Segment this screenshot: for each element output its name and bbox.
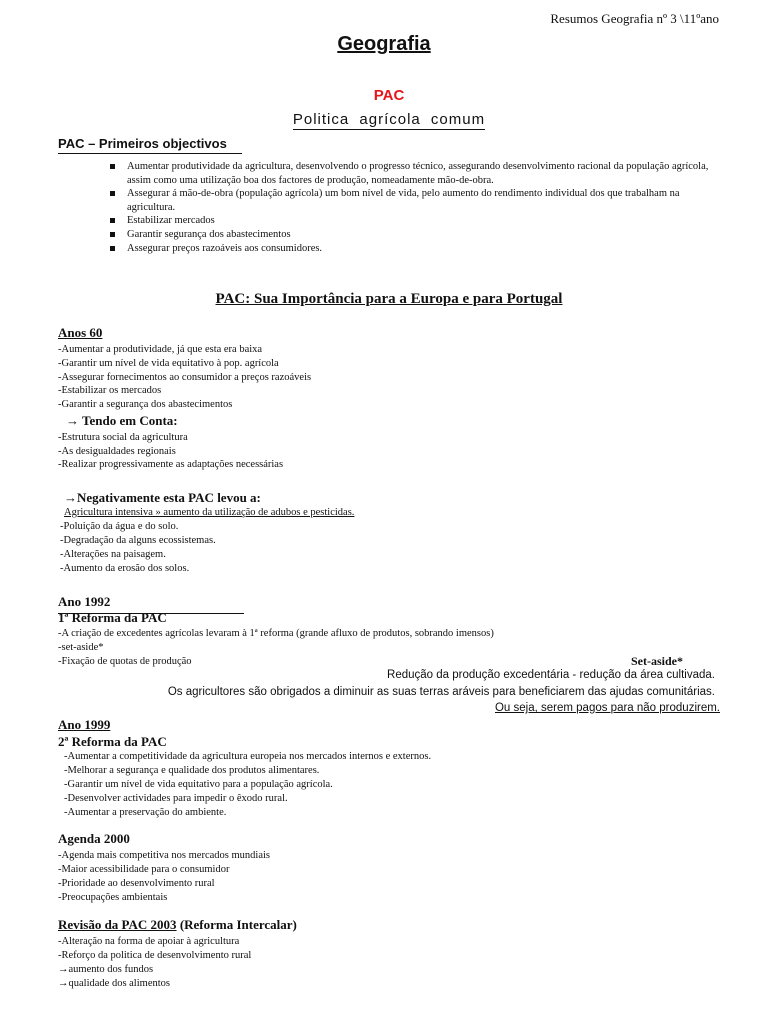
anos60-heading: Anos 60 (58, 325, 103, 340)
ano1999-heading: Ano 1999 (58, 717, 111, 732)
setaside-line: Os agricultores são obrigados a diminuir as suas terras aráveis para beneficiarem das ajudas comunitárias. (167, 686, 715, 698)
tendo-item: -Realizar progressivamente as adaptações necessárias (58, 459, 284, 470)
tendo-item: -Estrutura social da agricultura (58, 432, 188, 443)
arrow-right-icon: → (64, 490, 77, 505)
ano1999-item: -Desenvolver actividades para impedir o êxodo rural. (64, 793, 288, 804)
objectives-heading-rule (58, 153, 242, 154)
subtitle-text: Politica agrícola comum (292, 111, 486, 128)
square-bullet-icon (110, 191, 115, 196)
list-item (110, 187, 722, 214)
tendo-heading-line (66, 413, 178, 429)
objectives-heading: PAC – Primeiros objectivos (58, 136, 227, 151)
setaside-line: Redução da produção excedentária - redução da área cultivada. (387, 669, 715, 681)
revisao2003-heading-suffix: (Reforma Intercalar) (176, 917, 297, 932)
negative-item: -Poluição da água e do solo. (60, 521, 179, 532)
negative-item: -Alterações na paisagem. (60, 549, 166, 560)
objective-text: Aumentar produtividade da agricultura, desenvolvendo o progresso técnico, assegurando desenvolvimento racional da população agrícola, assim como uma utilização boa dos factores de produção, nomeadamente mão-de-obra. (127, 161, 709, 186)
square-bullet-icon (110, 232, 115, 237)
importance-heading: PAC: Sua Importância para a Europa e para Portugal (215, 291, 563, 307)
list-item (110, 228, 722, 242)
objective-text: Garantir segurança dos abastecimentos (127, 228, 291, 240)
revisao2003-heading: Revisão da PAC 2003 (58, 917, 177, 932)
revisao2003-item: -Alteração na forma de apoiar à agricultura (58, 936, 240, 947)
revisao2003-item: -Reforço da politica de desenvolvimento rural (58, 950, 252, 961)
arrow-item-text: qualidade dos alimentos (68, 978, 170, 989)
negative-heading-line (64, 490, 261, 506)
objectives-list (110, 160, 722, 255)
arrow-right-icon: → (58, 964, 69, 975)
objective-text: Estabilizar mercados (127, 215, 215, 227)
ano1992-item: -Fixação de quotas de produção (58, 656, 192, 667)
agenda2000-item: -Preocupações ambientais (58, 892, 168, 903)
anos60-item: -Garantir a segurança dos abastecimentos (58, 399, 233, 410)
square-bullet-icon (110, 246, 115, 251)
negative-intro: Agricultura intensiva » aumento da utilização de adubos e pesticidas. (64, 507, 355, 518)
arrow-right-icon: → (66, 413, 79, 428)
document-header: Resumos Geografia nº 3 \11ºano (550, 11, 719, 26)
tendo-heading: Tendo em Conta: (82, 413, 178, 428)
ano1999-item: -Melhorar a segurança e qualidade dos produtos alimentares. (64, 765, 320, 776)
arrow-right-icon: → (58, 978, 69, 989)
agenda2000-item: -Prioridade ao desenvolvimento rural (58, 878, 215, 889)
ano1992-subheading: 1ª Reforma da PAC (58, 610, 167, 625)
ano1992-heading: Ano 1992 (58, 594, 111, 609)
anos60-item: -Aumentar a produtividade, já que esta era baixa (58, 344, 263, 355)
revisao2003-arrow-item (58, 977, 170, 991)
ano1999-subheading: 2ª Reforma da PAC (58, 734, 167, 749)
ano1999-item: -Aumentar a competitividade da agricultura europeia nos mercados internos e externos. (64, 751, 432, 762)
revisao2003-heading-line (58, 917, 297, 933)
revisao2003-arrow-item (58, 963, 153, 977)
ano1992-item: -set-aside* (58, 642, 104, 653)
page-subtitle (0, 111, 768, 128)
agenda2000-heading: Agenda 2000 (58, 831, 130, 846)
negative-heading: Negativamente esta PAC levou a: (77, 490, 261, 505)
anos60-item: -Assegurar fornecimentos ao consumidor a preços razoáveis (58, 372, 312, 383)
square-bullet-icon (110, 164, 115, 169)
objective-text: Assegurar á mão-de-obra (população agrícola) um bom nível de vida, pelo aumento do rendimento individual dos que trabalham na agricultura. (127, 188, 680, 213)
anos60-item: -Garantir um nível de vida equitativo à pop. agrícola (58, 358, 279, 369)
arrow-item-text: aumento dos fundos (68, 964, 154, 975)
agenda2000-item: -Agenda mais competitiva nos mercados mundiais (58, 850, 270, 861)
ano1999-item: -Garantir um nível de vida equitativo para a população agrícola. (64, 779, 333, 790)
list-item (110, 160, 722, 187)
pac-heading: PAC (373, 87, 405, 104)
list-item (110, 242, 722, 256)
agenda2000-item: -Maior acessibilidade para o consumidor (58, 864, 230, 875)
square-bullet-icon (110, 218, 115, 223)
negative-item: -Aumento da erosão dos solos. (60, 563, 190, 574)
ano1992-item: -A criação de excedentes agrícolas levaram à 1ª reforma (grande afluxo de produtos, sobrando imensos) (58, 628, 494, 639)
ano1999-item: -Aumentar a preservação do ambiente. (64, 807, 227, 818)
setaside-line: Ou seja, serem pagos para não produzirem. (494, 702, 720, 714)
objective-text: Assegurar preços razoáveis aos consumidores. (127, 242, 323, 254)
tendo-item: -As desigualdades regionais (58, 446, 176, 457)
list-item (110, 214, 722, 228)
negative-item: -Degradação da alguns ecossistemas. (60, 535, 216, 546)
setaside-label: Set-aside* (631, 654, 683, 668)
page-title: Geografia (337, 33, 431, 55)
anos60-item: -Estabilizar os mercados (58, 385, 162, 396)
